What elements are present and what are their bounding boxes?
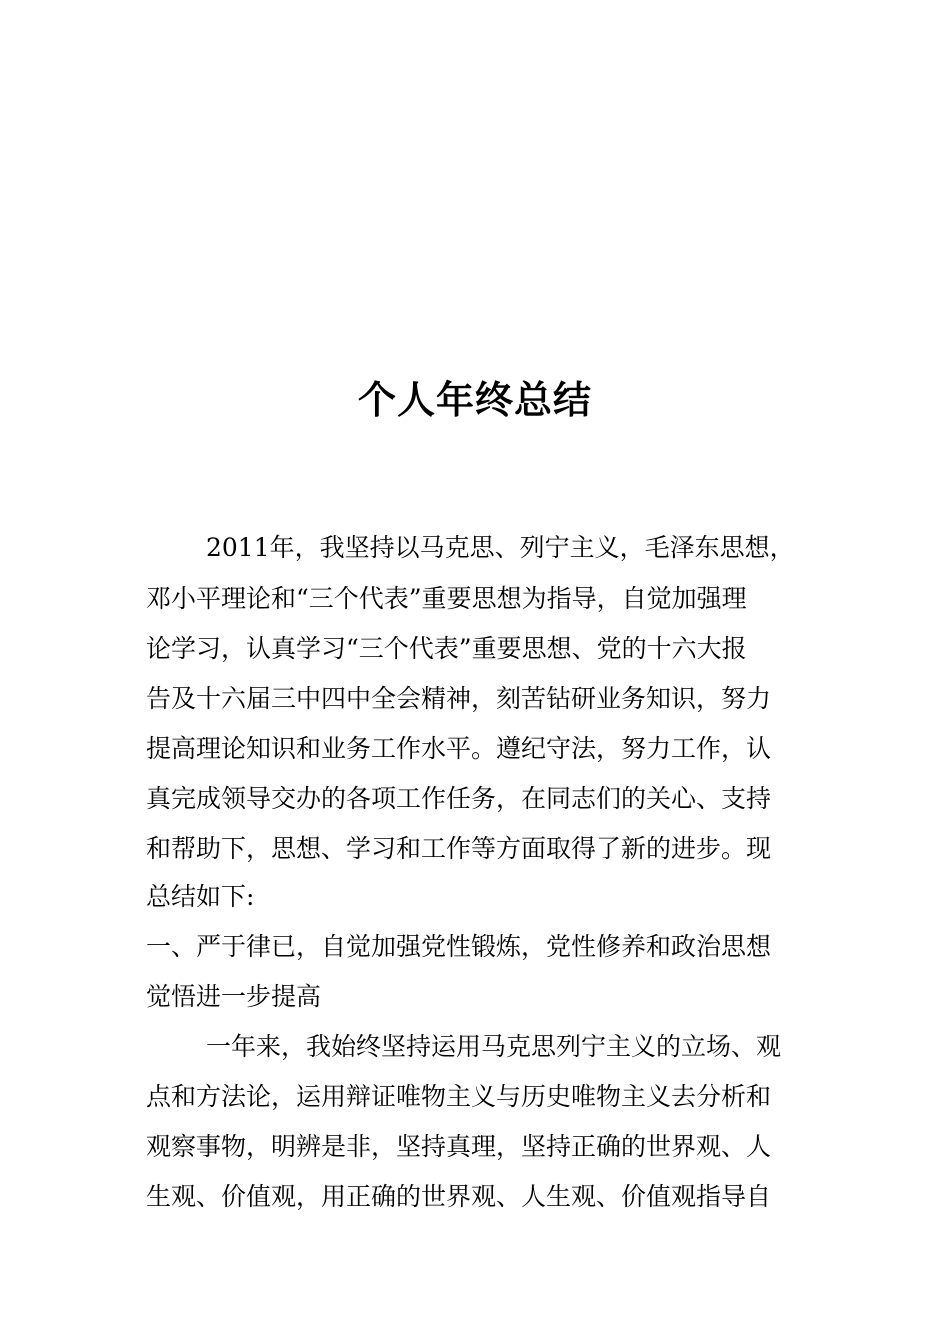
paragraph-line: 2011年，我坚持以马克思、列宁主义，毛泽东思想， <box>206 533 795 562</box>
section-heading-line: 一、严于律已，自觉加强党性锻炼，党性修养和政治思想 <box>146 932 772 961</box>
paragraph-line: 论学习，认真学习“三个代表”重要思想、党的十六大报 <box>146 634 747 663</box>
paragraph-line: 真完成领导交办的各项工作任务，在同志们的关心、支持 <box>146 784 772 813</box>
paragraph-line: 点和方法论，运用辩证唯物主义与历史唯物主义去分析和 <box>146 1082 772 1111</box>
paragraph-line: 一年来，我始终坚持运用马克思列宁主义的立场、观 <box>206 1032 782 1061</box>
section-heading-line: 觉悟进一步提高 <box>146 982 322 1011</box>
paragraph-line: 观察事物，明辨是非，坚持真理，坚持正确的世界观、人 <box>146 1132 772 1161</box>
paragraph-line: 告及十六届三中四中全会精神，刻苦钻研业务知识，努力 <box>146 684 772 713</box>
paragraph-line: 总结如下: <box>146 882 255 911</box>
paragraph-line: 生观、价值观，用正确的世界观、人生观、价值观指导自 <box>146 1182 772 1211</box>
paragraph-line: 提高理论知识和业务工作水平。遵纪守法，努力工作，认 <box>146 734 772 763</box>
paragraph-line: 邓小平理论和“三个代表”重要思想为指导，自觉加强理 <box>146 584 747 613</box>
paragraph-line: 和帮助下，思想、学习和工作等方面取得了新的进步。现 <box>146 834 772 863</box>
document-title: 个人年终总结 <box>357 378 592 422</box>
